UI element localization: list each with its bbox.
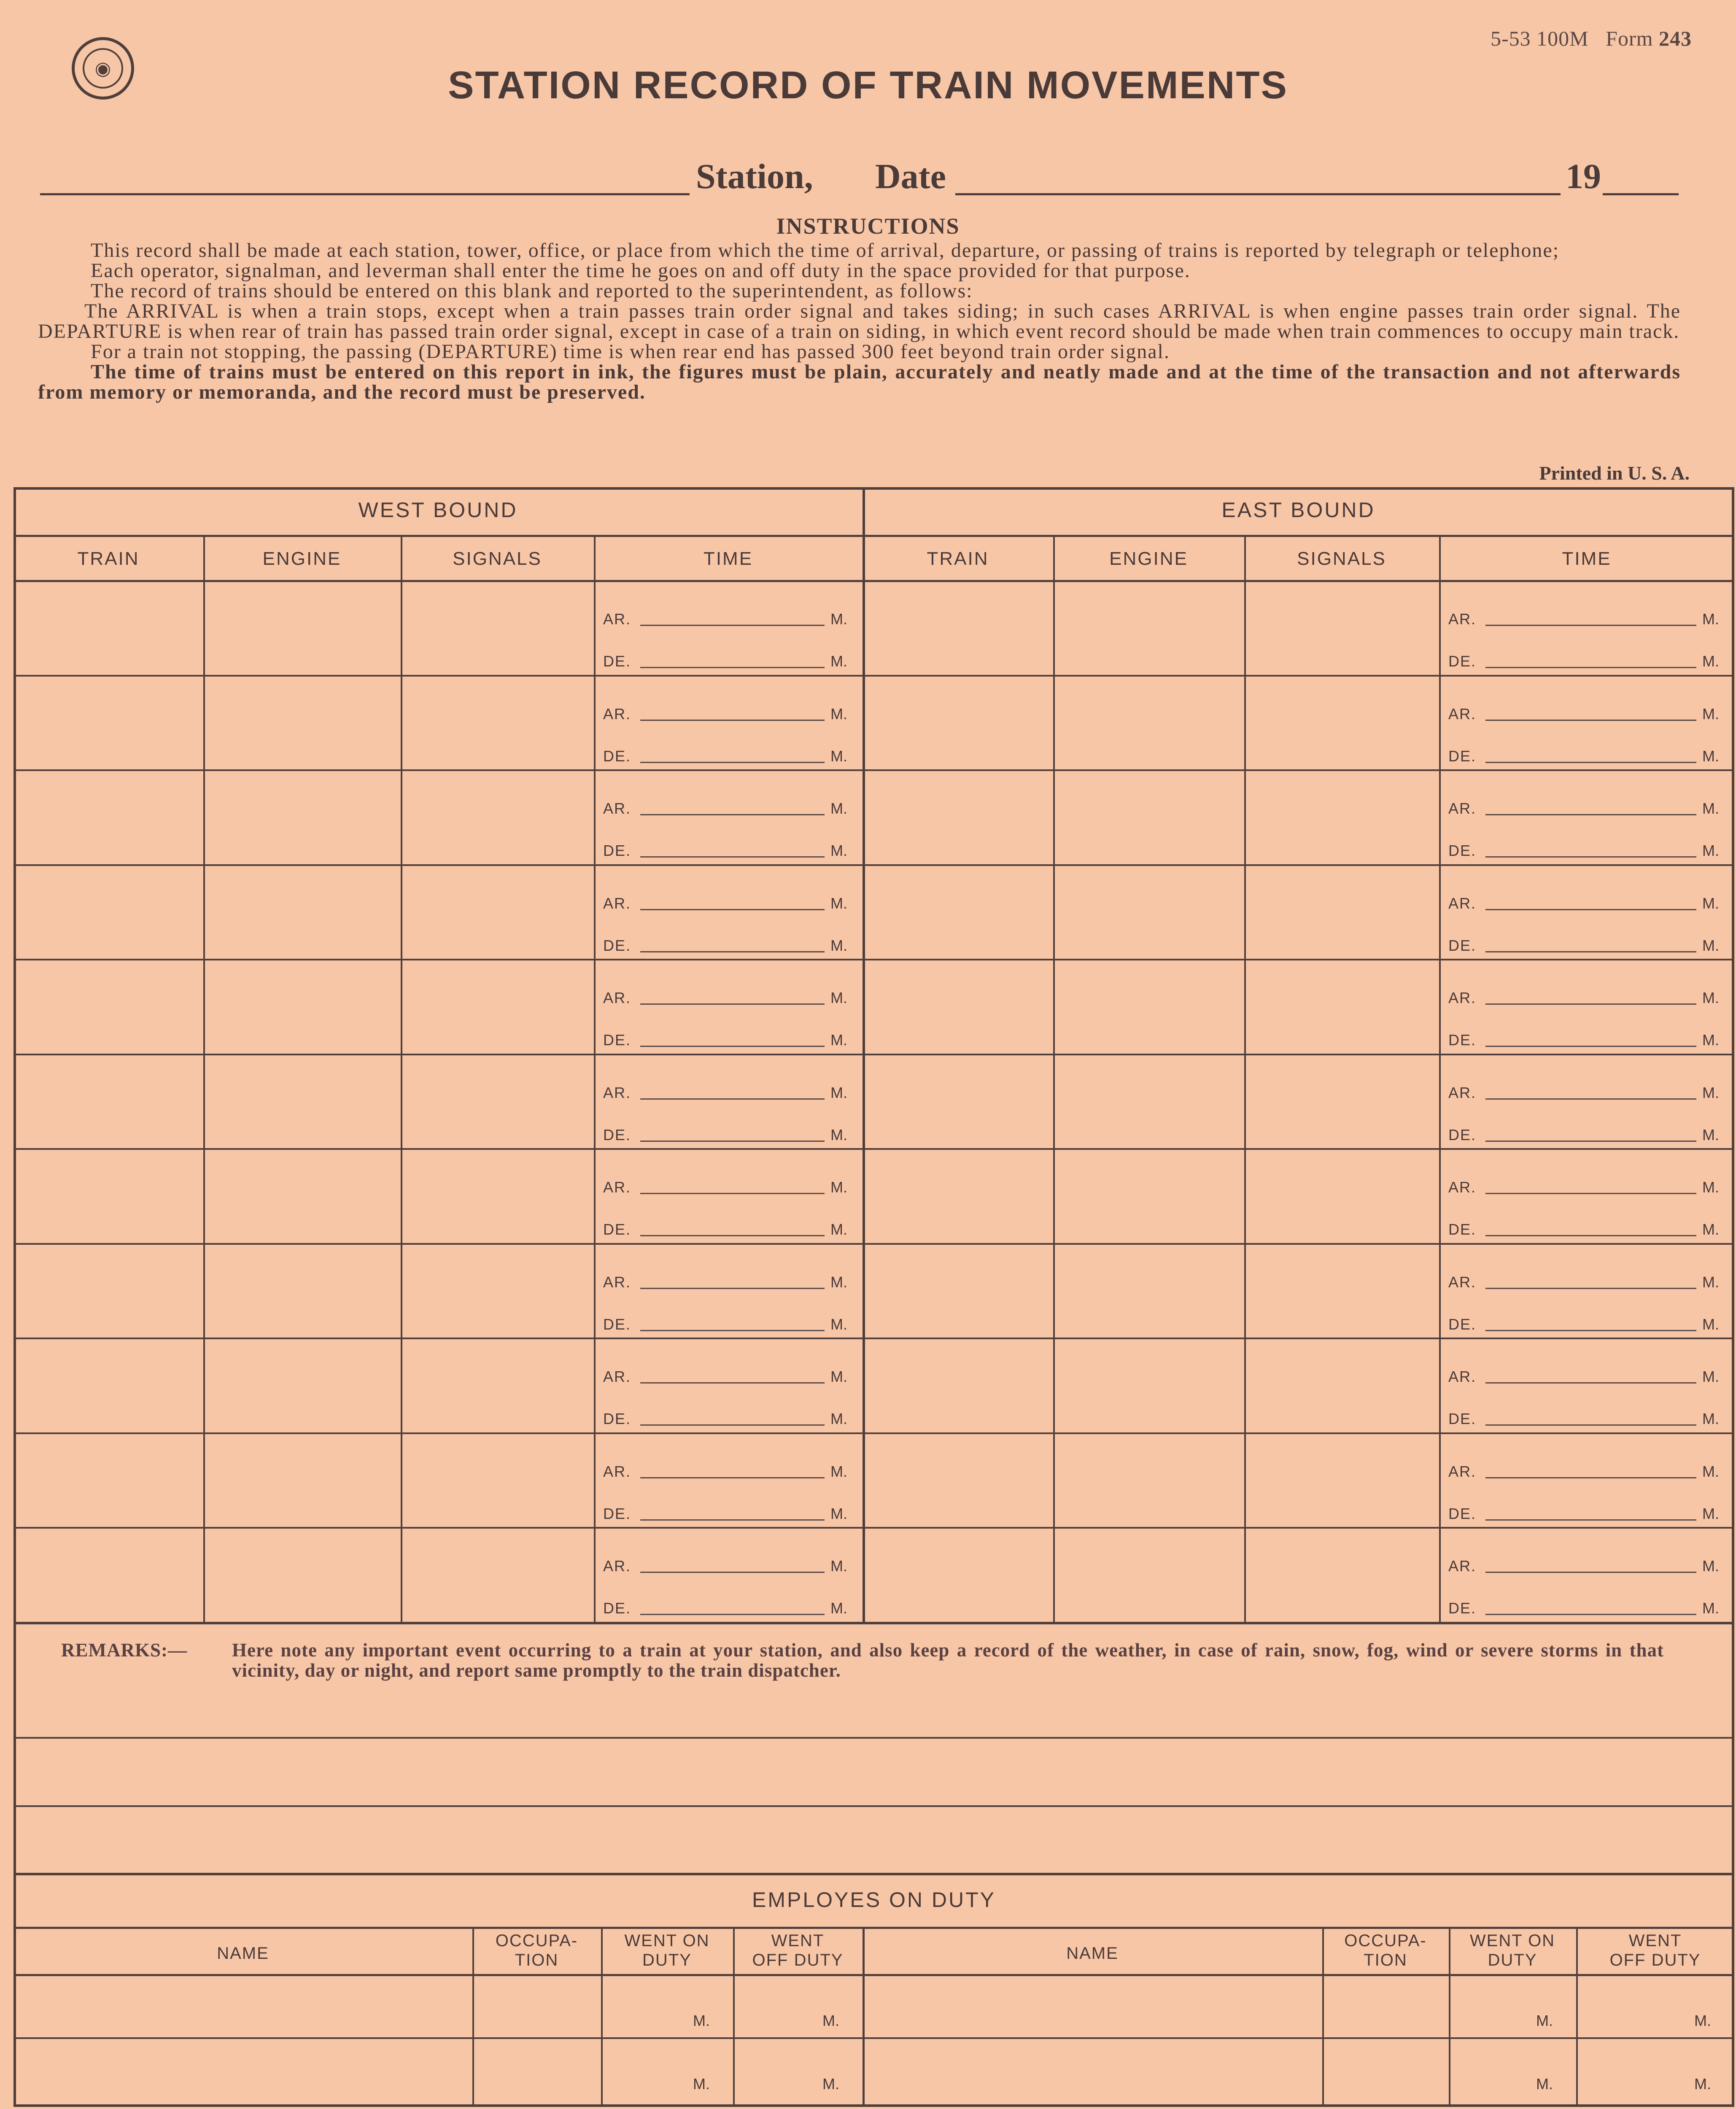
right-emp-col-name: NAME <box>1066 1944 1119 1963</box>
left-went-on-meridiem: M. <box>693 2075 710 2093</box>
form-label: Form <box>1606 27 1653 50</box>
west-departure-meridiem: M. <box>830 1505 847 1522</box>
east-arrival-label: AR. <box>1448 705 1477 723</box>
west-arrival-time-field[interactable] <box>640 1003 825 1005</box>
west-departure-time-field[interactable] <box>640 1519 825 1521</box>
west-train-row[interactable] <box>13 1527 594 1622</box>
east-col-signals: SIGNALS <box>1297 548 1386 569</box>
west-arrival-meridiem: M. <box>830 800 847 817</box>
west-row-divider <box>13 1432 863 1434</box>
east-row-divider <box>863 1243 1734 1245</box>
bound-header-divider <box>13 535 1734 537</box>
table-top-border <box>13 487 1734 490</box>
east-arrival-time-field[interactable] <box>1485 1288 1696 1289</box>
east-departure-meridiem: M. <box>1702 1031 1719 1049</box>
east-bound-header: EAST BOUND <box>1221 498 1375 522</box>
east-departure-label: DE. <box>1448 842 1477 860</box>
east-arrival-meridiem: M. <box>1702 1368 1719 1386</box>
east-arrival-time-field[interactable] <box>1485 1572 1696 1573</box>
right-went-off-meridiem: M. <box>1694 2075 1711 2093</box>
west-train-row[interactable] <box>13 959 594 1054</box>
east-departure-time-field[interactable] <box>1485 1235 1696 1236</box>
right-emp-col-went-on-duty: WENT ON DUTY <box>1469 1931 1555 1969</box>
east-departure-time-field[interactable] <box>1485 1141 1696 1142</box>
west-departure-meridiem: M. <box>830 1315 847 1333</box>
east-column-divider <box>1439 535 1441 1622</box>
remarks-label: REMARKS:— <box>61 1640 187 1661</box>
west-arrival-time-field[interactable] <box>640 1193 825 1194</box>
east-departure-label: DE. <box>1448 1410 1477 1428</box>
west-bound-header: WEST BOUND <box>358 498 518 522</box>
west-train-row[interactable] <box>13 1054 594 1149</box>
east-arrival-label: AR. <box>1448 1084 1477 1101</box>
table-bottom-border <box>13 2104 1734 2107</box>
west-departure-time-field[interactable] <box>640 951 825 952</box>
east-departure-meridiem: M. <box>1702 653 1719 670</box>
east-departure-time-field[interactable] <box>1485 1330 1696 1331</box>
west-arrival-meridiem: M. <box>830 894 847 912</box>
west-departure-label: DE. <box>603 842 631 860</box>
east-departure-time-field[interactable] <box>1485 762 1696 763</box>
right-went-off-meridiem: M. <box>1694 2012 1711 2029</box>
employees-heading: EMPLOYES ON DUTY <box>752 1888 996 1912</box>
east-departure-time-field[interactable] <box>1485 667 1696 668</box>
year-input-line[interactable] <box>1603 193 1679 195</box>
west-arrival-label: AR. <box>603 1179 631 1196</box>
west-departure-label: DE. <box>603 936 631 954</box>
east-arrival-label: AR. <box>1448 1179 1477 1196</box>
east-arrival-label: AR. <box>1448 1273 1477 1291</box>
east-departure-meridiem: M. <box>1702 1410 1719 1428</box>
left-emp-col-name: NAME <box>217 1944 269 1963</box>
east-arrival-meridiem: M. <box>1702 1084 1719 1101</box>
west-departure-meridiem: M. <box>830 1126 847 1143</box>
east-arrival-label: AR. <box>1448 1462 1477 1480</box>
west-train-row[interactable] <box>13 1243 594 1338</box>
west-arrival-label: AR. <box>603 989 631 1007</box>
west-departure-label: DE. <box>603 1031 631 1049</box>
west-arrival-meridiem: M. <box>830 1273 847 1291</box>
west-row-divider <box>13 769 863 771</box>
left-employee-row[interactable] <box>13 1974 601 2037</box>
east-departure-meridiem: M. <box>1702 1505 1719 1522</box>
west-departure-label: DE. <box>603 1505 631 1522</box>
east-arrival-label: AR. <box>1448 1557 1477 1575</box>
instruction-paragraph: The ARRIVAL is when a train stops, except when a train passes train order signal and takes siding; in such cases ARRIVAL is when engine passes train order signal. The DEPARTURE is when rear of train has passed train order signal, except in case of a train on siding, in which event record should be made when train commences to occupy main track. <box>38 300 1681 343</box>
table-right-border <box>1732 487 1734 2107</box>
east-row-divider <box>863 1432 1734 1434</box>
east-col-engine: ENGINE <box>1109 548 1188 569</box>
west-arrival-time-field[interactable] <box>640 1382 825 1384</box>
east-departure-label: DE. <box>1448 1599 1477 1617</box>
west-arrival-meridiem: M. <box>830 989 847 1007</box>
form-print-code: 5-53 100M <box>1491 27 1589 50</box>
west-departure-time-field[interactable] <box>640 667 825 668</box>
east-train-row[interactable] <box>863 675 1439 770</box>
left-emp-col-occupation: OCCUPA- TION <box>495 1931 578 1969</box>
east-train-row[interactable] <box>863 959 1439 1054</box>
west-arrival-time-field[interactable] <box>640 814 825 815</box>
west-departure-meridiem: M. <box>830 1031 847 1049</box>
east-departure-time-field[interactable] <box>1485 1424 1696 1426</box>
east-arrival-label: AR. <box>1448 800 1477 817</box>
west-departure-time-field[interactable] <box>640 1330 825 1331</box>
west-departure-time-field[interactable] <box>640 856 825 858</box>
west-train-row[interactable] <box>13 1338 594 1432</box>
east-departure-time-field[interactable] <box>1485 951 1696 952</box>
east-departure-time-field[interactable] <box>1485 1046 1696 1047</box>
date-input-line[interactable] <box>955 193 1561 195</box>
form-number: 243 <box>1659 27 1692 50</box>
left-employee-row[interactable] <box>13 2037 601 2101</box>
east-departure-label: DE. <box>1448 1315 1477 1333</box>
west-arrival-label: AR. <box>603 1273 631 1291</box>
west-departure-label: DE. <box>603 1410 631 1428</box>
west-arrival-time-field[interactable] <box>640 625 825 626</box>
east-row-divider <box>863 675 1734 677</box>
west-arrival-meridiem: M. <box>830 610 847 628</box>
east-arrival-label: AR. <box>1448 989 1477 1007</box>
year-prefix: 19 <box>1566 157 1601 196</box>
right-emp-col-went-off-duty: WENT OFF DUTY <box>1609 1931 1701 1969</box>
east-train-row[interactable] <box>863 1432 1439 1527</box>
east-departure-meridiem: M. <box>1702 747 1719 765</box>
left-emp-col-went-on-duty: WENT ON DUTY <box>624 1931 710 1969</box>
right-employee-row[interactable] <box>863 2037 1449 2101</box>
west-col-signals: SIGNALS <box>453 548 542 569</box>
east-arrival-time-field[interactable] <box>1485 1003 1696 1005</box>
west-col-train: TRAIN <box>77 548 140 569</box>
west-train-row[interactable] <box>13 864 594 959</box>
east-arrival-time-field[interactable] <box>1485 1193 1696 1194</box>
west-arrival-meridiem: M. <box>830 1179 847 1196</box>
east-departure-label: DE. <box>1448 1031 1477 1049</box>
west-arrival-time-field[interactable] <box>640 909 825 910</box>
movements-bottom-border <box>13 1622 1734 1624</box>
left-went-off-meridiem: M. <box>822 2012 839 2029</box>
west-departure-meridiem: M. <box>830 842 847 860</box>
east-departure-meridiem: M. <box>1702 936 1719 954</box>
east-departure-label: DE. <box>1448 1126 1477 1143</box>
west-arrival-label: AR. <box>603 705 631 723</box>
east-row-divider <box>863 1148 1734 1150</box>
west-arrival-meridiem: M. <box>830 705 847 723</box>
west-departure-meridiem: M. <box>830 1410 847 1428</box>
east-arrival-time-field[interactable] <box>1485 814 1696 815</box>
west-departure-label: DE. <box>603 1315 631 1333</box>
right-employee-row[interactable] <box>863 1974 1449 2037</box>
remarks-text: Here note any important event occurring to a train at your station, and also keep a record of the weather, in case of rain, snow, fog, wind or severe storms in that vicinity, day or night, and report same promptly to the train dispatcher. <box>232 1640 1664 1681</box>
west-row-divider <box>13 1054 863 1055</box>
remarks-line <box>13 1805 1734 1807</box>
west-arrival-label: AR. <box>603 894 631 912</box>
west-arrival-label: AR. <box>603 610 631 628</box>
east-col-time: TIME <box>1562 548 1612 569</box>
west-arrival-time-field[interactable] <box>640 1477 825 1478</box>
remarks-line <box>13 1737 1734 1739</box>
east-col-train: TRAIN <box>927 548 989 569</box>
east-arrival-time-field[interactable] <box>1485 720 1696 721</box>
west-departure-label: DE. <box>603 653 631 670</box>
east-arrival-time-field[interactable] <box>1485 1098 1696 1100</box>
west-departure-time-field[interactable] <box>640 1046 825 1047</box>
left-emp-col-went-off-duty: WENT OFF DUTY <box>752 1931 844 1969</box>
east-row-divider <box>863 1527 1734 1529</box>
west-arrival-meridiem: M. <box>830 1462 847 1480</box>
east-train-row[interactable] <box>863 864 1439 959</box>
west-arrival-meridiem: M. <box>830 1084 847 1101</box>
east-departure-meridiem: M. <box>1702 1315 1719 1333</box>
west-departure-label: DE. <box>603 747 631 765</box>
west-row-divider <box>13 864 863 866</box>
west-arrival-meridiem: M. <box>830 1557 847 1575</box>
east-train-row[interactable] <box>863 1148 1439 1243</box>
west-row-divider <box>13 675 863 677</box>
east-arrival-meridiem: M. <box>1702 1462 1719 1480</box>
west-row-divider <box>13 1148 863 1150</box>
west-row-divider <box>13 1527 863 1529</box>
west-arrival-label: AR. <box>603 1557 631 1575</box>
west-train-row[interactable] <box>13 1432 594 1527</box>
instruction-paragraph: This record shall be made at each station, tower, office, or place from which the time of arrival, departure, or passing of trains is reported by telegraph or telephone; <box>91 239 1560 262</box>
west-departure-meridiem: M. <box>830 936 847 954</box>
east-arrival-meridiem: M. <box>1702 989 1719 1007</box>
west-departure-meridiem: M. <box>830 1599 847 1617</box>
west-col-time: TIME <box>703 548 753 569</box>
east-arrival-meridiem: M. <box>1702 705 1719 723</box>
east-train-row[interactable] <box>863 1527 1439 1622</box>
east-arrival-label: AR. <box>1448 610 1477 628</box>
east-row-divider <box>863 769 1734 771</box>
instructions-text <box>38 240 1681 402</box>
left-went-on-meridiem: M. <box>693 2012 710 2029</box>
west-row-divider <box>13 959 863 960</box>
west-arrival-time-field[interactable] <box>640 720 825 721</box>
west-departure-meridiem: M. <box>830 747 847 765</box>
instruction-paragraph: The time of trains must be entered on this report in ink, the figures must be plain, accurately and neatly made and at the time of the transaction and not afterwards from memory or memoranda, and the record must be preserved. <box>38 361 1681 403</box>
east-departure-time-field[interactable] <box>1485 1614 1696 1615</box>
west-departure-time-field[interactable] <box>640 762 825 763</box>
goat-emblem-icon: ◉ <box>83 48 123 89</box>
east-row-divider <box>863 1338 1734 1339</box>
station-input-line[interactable] <box>40 193 690 195</box>
east-row-divider <box>863 864 1734 866</box>
right-emp-col-occupation: OCCUPA- TION <box>1344 1931 1427 1969</box>
east-train-row[interactable] <box>863 1054 1439 1149</box>
left-went-off-meridiem: M. <box>822 2075 839 2093</box>
east-departure-label: DE. <box>1448 1505 1477 1522</box>
west-arrival-time-field[interactable] <box>640 1098 825 1100</box>
form-code <box>1491 26 1692 51</box>
west-train-row[interactable] <box>13 1148 594 1243</box>
west-column-divider <box>594 535 596 1622</box>
east-arrival-meridiem: M. <box>1702 894 1719 912</box>
west-departure-meridiem: M. <box>830 1221 847 1238</box>
west-departure-label: DE. <box>603 1126 631 1143</box>
east-arrival-meridiem: M. <box>1702 1557 1719 1575</box>
employees-heading-divider <box>13 1927 1734 1929</box>
east-departure-meridiem: M. <box>1702 842 1719 860</box>
printed-in-usa: Printed in U. S. A. <box>1539 462 1690 484</box>
east-arrival-meridiem: M. <box>1702 610 1719 628</box>
east-departure-meridiem: M. <box>1702 1126 1719 1143</box>
west-arrival-time-field[interactable] <box>640 1288 825 1289</box>
east-departure-meridiem: M. <box>1702 1221 1719 1238</box>
west-arrival-label: AR. <box>603 1084 631 1101</box>
remarks-instructions <box>61 1640 1664 1680</box>
east-departure-label: DE. <box>1448 653 1477 670</box>
east-arrival-meridiem: M. <box>1702 1273 1719 1291</box>
east-train-row[interactable] <box>863 580 1439 675</box>
west-arrival-time-field[interactable] <box>640 1572 825 1573</box>
east-arrival-time-field[interactable] <box>1485 909 1696 910</box>
remarks-bottom-line <box>13 1873 1734 1875</box>
east-arrival-label: AR. <box>1448 1368 1477 1386</box>
east-departure-label: DE. <box>1448 1221 1477 1238</box>
instructions-heading: INSTRUCTIONS <box>776 213 960 239</box>
west-departure-label: DE. <box>603 1221 631 1238</box>
instruction-paragraph: Each operator, signalman, and leverman shall enter the time he goes on and off duty in the space provided for that purpose. <box>91 259 1191 282</box>
east-arrival-meridiem: M. <box>1702 1179 1719 1196</box>
west-row-divider <box>13 1338 863 1339</box>
instruction-paragraph: For a train not stopping, the passing (DEPARTURE) time is when rear end has passed 300 feet beyond train order signal. <box>91 340 1170 363</box>
west-departure-time-field[interactable] <box>640 1424 825 1426</box>
east-departure-meridiem: M. <box>1702 1599 1719 1617</box>
page-title: STATION RECORD OF TRAIN MOVEMENTS <box>448 64 1288 107</box>
west-departure-time-field[interactable] <box>640 1141 825 1142</box>
east-arrival-label: AR. <box>1448 894 1477 912</box>
east-arrival-time-field[interactable] <box>1485 1477 1696 1478</box>
date-label: Date <box>875 157 946 196</box>
east-row-divider <box>863 1054 1734 1055</box>
west-departure-time-field[interactable] <box>640 1235 825 1236</box>
east-arrival-meridiem: M. <box>1702 800 1719 817</box>
west-arrival-label: AR. <box>603 800 631 817</box>
east-train-row[interactable] <box>863 1338 1439 1432</box>
right-went-on-meridiem: M. <box>1536 2012 1553 2029</box>
west-row-divider <box>13 1243 863 1245</box>
west-train-row[interactable] <box>13 580 594 675</box>
right-went-on-meridiem: M. <box>1536 2075 1553 2093</box>
west-col-engine: ENGINE <box>262 548 342 569</box>
east-train-row[interactable] <box>863 1243 1439 1338</box>
west-train-row[interactable] <box>13 769 594 864</box>
west-train-row[interactable] <box>13 675 594 770</box>
west-arrival-label: AR. <box>603 1368 631 1386</box>
west-departure-meridiem: M. <box>830 653 847 670</box>
east-arrival-time-field[interactable] <box>1485 1382 1696 1384</box>
west-departure-label: DE. <box>603 1599 631 1617</box>
east-departure-label: DE. <box>1448 747 1477 765</box>
station-label: Station, <box>696 157 813 196</box>
east-row-divider <box>863 959 1734 960</box>
east-train-row[interactable] <box>863 769 1439 864</box>
west-arrival-label: AR. <box>603 1462 631 1480</box>
west-departure-time-field[interactable] <box>640 1614 825 1615</box>
west-arrival-meridiem: M. <box>830 1368 847 1386</box>
east-departure-time-field[interactable] <box>1485 1519 1696 1521</box>
east-departure-time-field[interactable] <box>1485 856 1696 858</box>
east-arrival-time-field[interactable] <box>1485 625 1696 626</box>
instruction-paragraph: The record of trains should be entered on this blank and reported to the superintendent, as follows: <box>91 280 973 302</box>
east-departure-label: DE. <box>1448 936 1477 954</box>
